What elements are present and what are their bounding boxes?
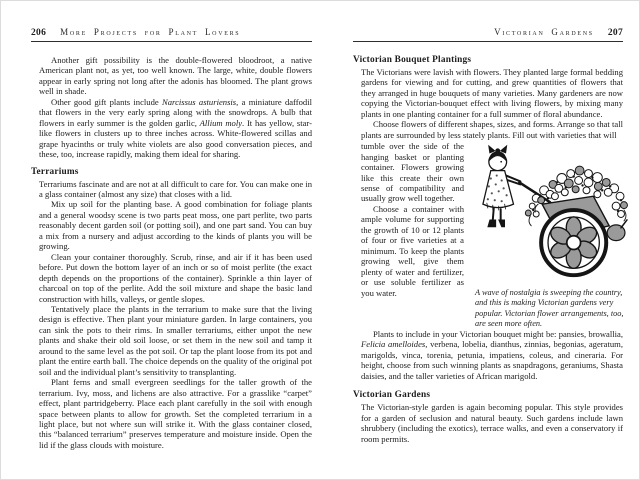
page-left	[31, 27, 312, 450]
right-running-head-title: Victorian Gardens	[494, 27, 594, 37]
left-page-body	[39, 55, 312, 160]
section-heading-victorian-gardens: Victorian Gardens	[353, 390, 431, 401]
left-page-number: 206	[31, 28, 47, 38]
left-running-head-title: More Projects for Plant Lovers	[60, 27, 241, 37]
paragraph-victorians-lavish: The Victorians were lavish with flowers. They planted large formal bedding gardens for viewing and for cutting, and grew quantities of flowers that they arranged in huge bouquets of many varieties. Many gardeners are now copying the Victorian-bouquet effect with living flowers, by mixing many plants in one planting container for a full summer of floral abundance.	[361, 67, 623, 119]
text-segment: Plants to include in your Victorian bouquet might be: pansies, browallia,	[373, 328, 623, 339]
terrariums-section-body	[39, 179, 312, 451]
latin-name-allium: Allium moly	[199, 117, 243, 128]
text-segment: . It has yellow, star-like flowers in clusters up to three inches across. White-flowered scillas and grape hyacinths or truly white violets are also good conversation pieces, and these, too, increase rapidly, making them ideal for sharing.	[39, 117, 312, 160]
right-page-number: 207	[607, 28, 623, 38]
paragraph-choose-flowers-continued: tumble over the side of the hanging basket or planting container. Flowers growing like this create their own sense of compatibility and usually grow well together.	[361, 141, 464, 204]
paragraph-ferns: Plant ferns and small evergreen seedlings for the taller growth of the terrarium. Ivy, moss, and lichens are also attractive. For a grasslike “carpet” effect, plant partridgeberry. Place each plant carefully in the soil with enough space between plants to allow for growth. Set the completed terrarium in a light place, but not where sun will strike it. With the glass container closed, this “balanced terrarium” preserves temperature and moisture inside. Open the lid if the glass clouds with moisture.	[39, 377, 312, 450]
victorian-gardens-section-body	[361, 402, 623, 444]
text-segment: Other good gift plants include	[51, 96, 163, 107]
paragraph-plants-list	[361, 329, 623, 381]
paragraph-victorian-style: The Victorian-style garden is again becoming popular. This style provides for a garden of seclusion and natural beauty. Such gardens include lawn shrubbery (including the exotics), terrace walks, and even a conservatory if room permits.	[361, 402, 623, 444]
paragraph-choose-flowers-intro: Choose flowers of different shapes, sizes, and forms. Arrange so that tall plants are surrounded by less stately plants. Fill out with varieties that will	[361, 119, 623, 140]
figure-column	[471, 141, 629, 329]
paragraph-place-plants: Tentatively place the plants in the terrarium to make sure that the living design is effective. Then plant your miniature garden. In large containers, you can sink the pots to their rims. In smaller terrariums, either unpot the new plants and shake their old soil loose, or set them in the new soil and tamp it around to the same level as the pot soil. Or tap the plant loose from its pot and plant the entire earth ball. The choice depends on the quality of the original pot soil and the individual plant’s sensitivity to transplanting.	[39, 303, 312, 377]
right-running-header	[353, 27, 623, 42]
section-heading-terrariums: Terrariums	[31, 166, 79, 177]
latin-name-narcissus: Narcissus asturiensis	[162, 96, 237, 107]
figure-row	[361, 141, 623, 329]
paragraph-terrarium-intro: Terrariums fascinate and are not at all difficult to care for. You can make one in a glass container (almost any size) that closes with a lid.	[39, 178, 312, 199]
paragraph-clean-container: Clean your container thoroughly. Scrub, rinse, and air if it has been used before. Put down the bottom layer of an inch or so of moist perlite (the exact depth depends on the proportions of the container). Sprinkle a thin layer of charcoal on top of the perlite. Add the soil mixture and shape the basic land construction with hills, valleys, or gentle slopes.	[39, 251, 312, 304]
left-running-header	[31, 27, 312, 42]
bouquet-section-body	[361, 67, 623, 381]
paragraph-soil-mix: Mix up soil for the planting base. A good combination for foliage plants and a general woodsy scene is two parts peat moss, one part perlite, two parts reasonably decent garden soil (or potting soil), and one part sand. You can buy a mix from a nursery and adjust according to the kinds of plants you will be growing.	[39, 199, 312, 252]
text-segment: , verbena, lobelia, dianthus, zinnias, begonias, ageratum, marigolds, vinca, torenia, petunia, impatiens, coleus, and cineraria. For height, choose from such winning plants as snapdragons, geraniums, Shasta daisies, and the taller varieties of African marigold.	[361, 339, 623, 381]
paragraph-bloodroot: Another gift possibility is the double-flowered bloodroot, a native American plant not, as yet, too well known. The large, white, double flowers appear in early spring not long after the adonis has bloomed. The plant grows well in shade.	[39, 55, 312, 97]
text-segment: , a miniature daffodil that flowers in the very early spring along with the snowdrops. A bulb that flowers in early summer is the golden garlic,	[39, 96, 312, 128]
narrow-text-column	[361, 141, 464, 329]
section-heading-bouquet-plantings: Victorian Bouquet Plantings	[353, 55, 472, 65]
page-right	[353, 27, 623, 444]
latin-name-felicia: Felicia amelloides	[361, 339, 426, 350]
flower-cart-illustration	[471, 141, 629, 287]
figure-caption: A wave of nostalgia is sweeping the country, and this is making Victorian gardens very popular. Victorian flower arrangements, too, are seen more often.	[475, 288, 624, 328]
paragraph-choose-container: Choose a container with ample volume for supporting the growth of 10 or 12 plants of four or five varieties at a minimum. To keep the plants growing well, give them plenty of water and fertilizer, or use soluble fertilizer as you water.	[361, 203, 464, 298]
paragraph-gift-plants	[39, 97, 312, 160]
